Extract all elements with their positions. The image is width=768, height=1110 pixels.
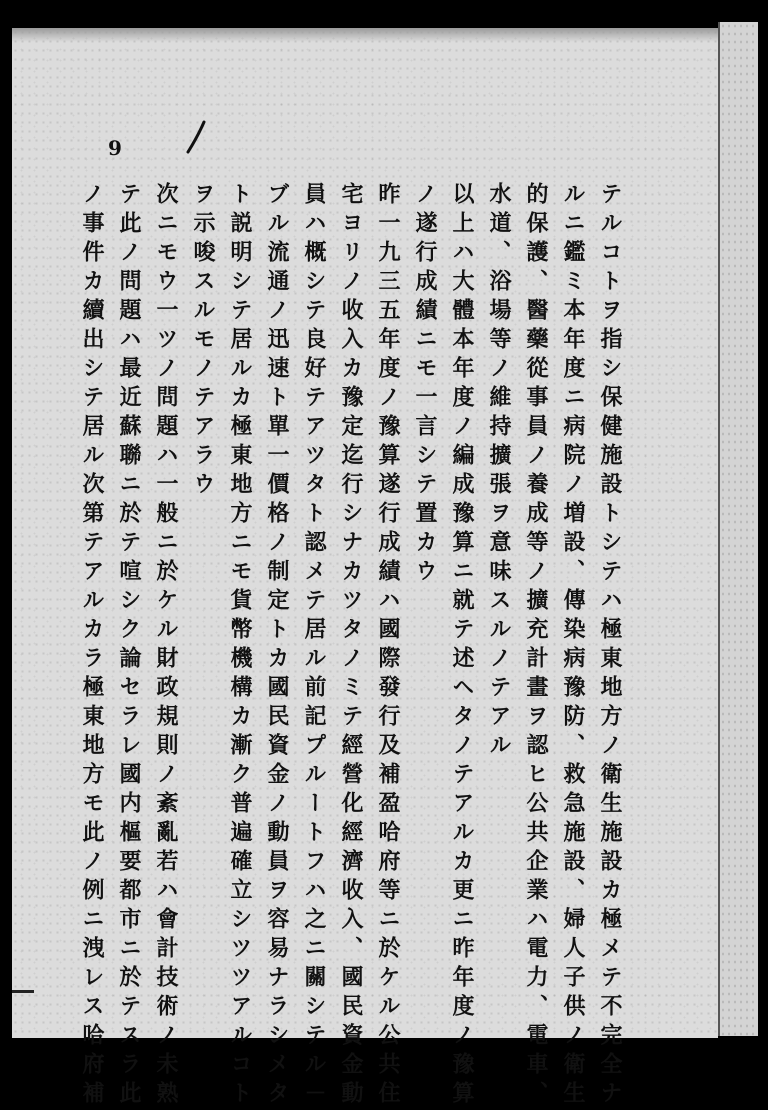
text-column-12: ヲ示唆スルモノテアラウ	[190, 182, 216, 501]
page-right-edge	[718, 22, 758, 1036]
text-column-1: テルコトヲ指シ保健施設トシテハ極東地方ノ衛生施設カ極メテ不完全ナ	[597, 182, 623, 1110]
text-column-2: ルニ鑑ミ本年度ニ病院ノ増設、傳染病豫防、救急施設、婦人子供ノ衛生	[560, 182, 586, 1110]
pen-mark-icon	[182, 118, 212, 158]
text-column-15: ノ事件カ續出シテ居ル次第テアルカラ極東地方モ此ノ例ニ洩レス哈府補	[79, 182, 105, 1110]
margin-mark	[12, 990, 34, 993]
text-column-6: ノ遂行成績ニモ一言シテ置カウ	[412, 182, 438, 588]
text-column-9: 員ハ概シテ良好テアツタト認メテ居ル前記プルートフハ之ニ關シテル－	[301, 182, 327, 1110]
text-column-5: 以上ハ大體本年度ノ編成豫算ニ就テ述ヘタノテアルカ更ニ昨年度ノ豫算	[449, 182, 475, 1110]
text-column-8: 宅ヨリノ收入カ豫定迄行シナカツタノミテ經營化經濟收入、國民資金動	[338, 182, 364, 1110]
text-column-4: 水道、浴場等ノ維持擴張ヲ意味スルノテアル	[486, 182, 512, 762]
text-column-14: テ此ノ問題ハ最近蘇聯ニ於テ喧シク論セラレ國内樞要都市ニ於テスラ此	[116, 182, 142, 1110]
text-column-10: ブル流通ノ迅速ト單一價格ノ制定トカ國民資金ノ動員ヲ容易ナラシメタ	[264, 182, 290, 1110]
page-top-shadow	[12, 28, 718, 42]
text-column-13: 次ニモウ一ツノ問題ハ一般ニ於ケル財政規則ノ紊亂若ハ會計技術ノ未熟	[153, 182, 179, 1110]
text-column-11: ト説明シテ居ルカ極東地方ニモ貨幣機構カ漸ク普遍確立シツツアルコト	[227, 182, 253, 1110]
page-number: 9	[108, 136, 122, 160]
text-column-3: 的保護、醫藥從事員ノ養成等ノ擴充計畫ヲ認ヒ公共企業ハ電力、電車、	[523, 182, 549, 1110]
text-column-7: 昨一九三五年度ノ豫算遂行成績ハ國際發行及補盈哈府等ニ於ケル公共住	[375, 182, 401, 1110]
